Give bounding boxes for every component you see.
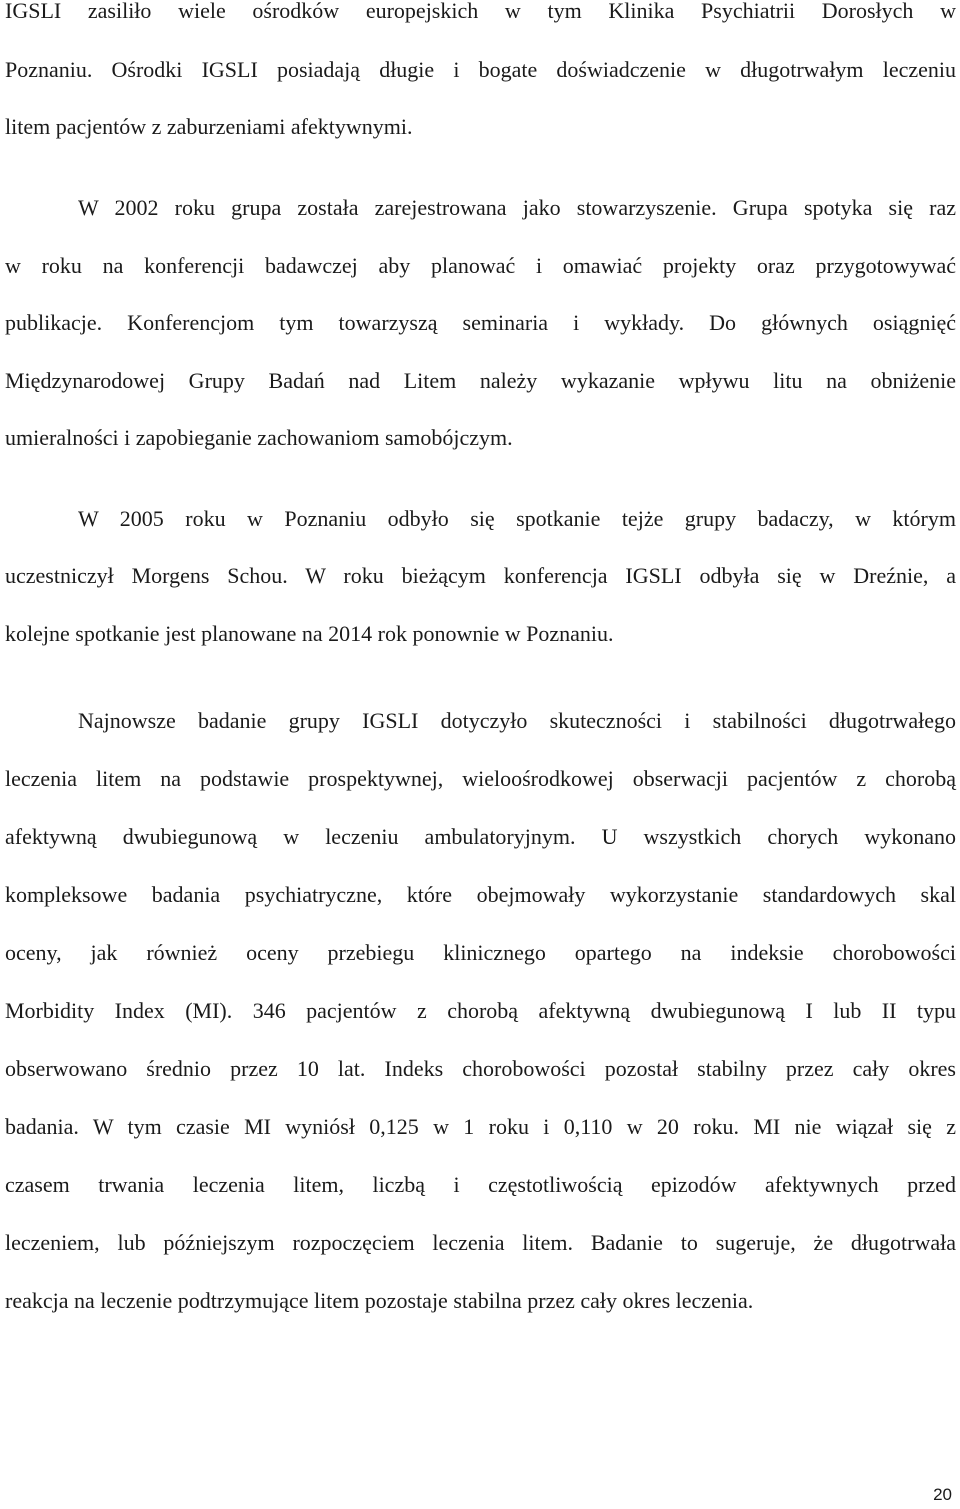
text-line: obserwowano średnio przez 10 lat. Indeks chorobowości pozostał stabilny przez cały okres: [5, 1056, 956, 1081]
text-line: Międzynarodowej Grupy Badań nad Litem należy wykazanie wpływu litu na obniżenie: [5, 368, 956, 393]
text-line: reakcja na leczenie podtrzymujące litem pozostaje stabilna przez cały okres leczenia.: [5, 1288, 754, 1313]
text-line: Poznaniu. Ośrodki IGSLI posiadają długie i bogate doświadczenie w długotrwałym leczeniu: [5, 57, 956, 82]
text-line: leczeniem, lub późniejszym rozpoczęciem leczenia litem. Badanie to sugeruje, że długotrwała: [5, 1230, 956, 1255]
text-line: oceny, jak również oceny przebiegu klinicznego opartego na indeksie chorobowości: [5, 940, 956, 965]
text-line: afektywną dwubiegunową w leczeniu ambulatoryjnym. U wszystkich chorych wykonano: [5, 824, 956, 849]
text-line: uczestniczył Morgens Schou. W roku bieżącym konferencja IGSLI odbyła się w Dreźnie, a: [5, 563, 956, 588]
text-line: W 2005 roku w Poznaniu odbyło się spotkanie tejże grupy badaczy, w którym: [78, 506, 956, 531]
text-line: Najnowsze badanie grupy IGSLI dotyczyło skuteczności i stabilności długotrwałego: [78, 708, 956, 733]
text-line: umieralności i zapobieganie zachowaniom samobójczym.: [5, 425, 513, 450]
text-line: kompleksowe badania psychiatryczne, które obejmowały wykorzystanie standardowych skal: [5, 882, 956, 907]
text-line: czasem trwania leczenia litem, liczbą i częstotliwością epizodów afektywnych przed: [5, 1172, 956, 1197]
text-line: IGSLI zasiliło wiele ośrodków europejskich w tym Klinika Psychiatrii Dorosłych w: [5, 0, 956, 23]
page-number: 20: [933, 1485, 952, 1504]
text-line: w roku na konferencji badawczej aby planować i omawiać projekty oraz przygotowywać: [5, 253, 956, 278]
text-line: litem pacjentów z zaburzeniami afektywnymi.: [5, 114, 413, 139]
text-line: publikacje. Konferencjom tym towarzyszą seminaria i wykłady. Do głównych osiągnięć: [5, 310, 956, 335]
text-line: badania. W tym czasie MI wyniósł 0,125 w 1 roku i 0,110 w 20 roku. MI nie wiązał się z: [5, 1114, 956, 1139]
text-line: leczenia litem na podstawie prospektywnej, wieloośrodkowej obserwacji pacjentów z chorobą: [5, 766, 956, 791]
text-line: W 2002 roku grupa została zarejestrowana jako stowarzyszenie. Grupa spotyka się raz: [78, 195, 956, 220]
text-line: Morbidity Index (MI). 346 pacjentów z chorobą afektywną dwubiegunową I lub II typu: [5, 998, 956, 1023]
text-line: kolejne spotkanie jest planowane na 2014 rok ponownie w Poznaniu.: [5, 621, 614, 646]
